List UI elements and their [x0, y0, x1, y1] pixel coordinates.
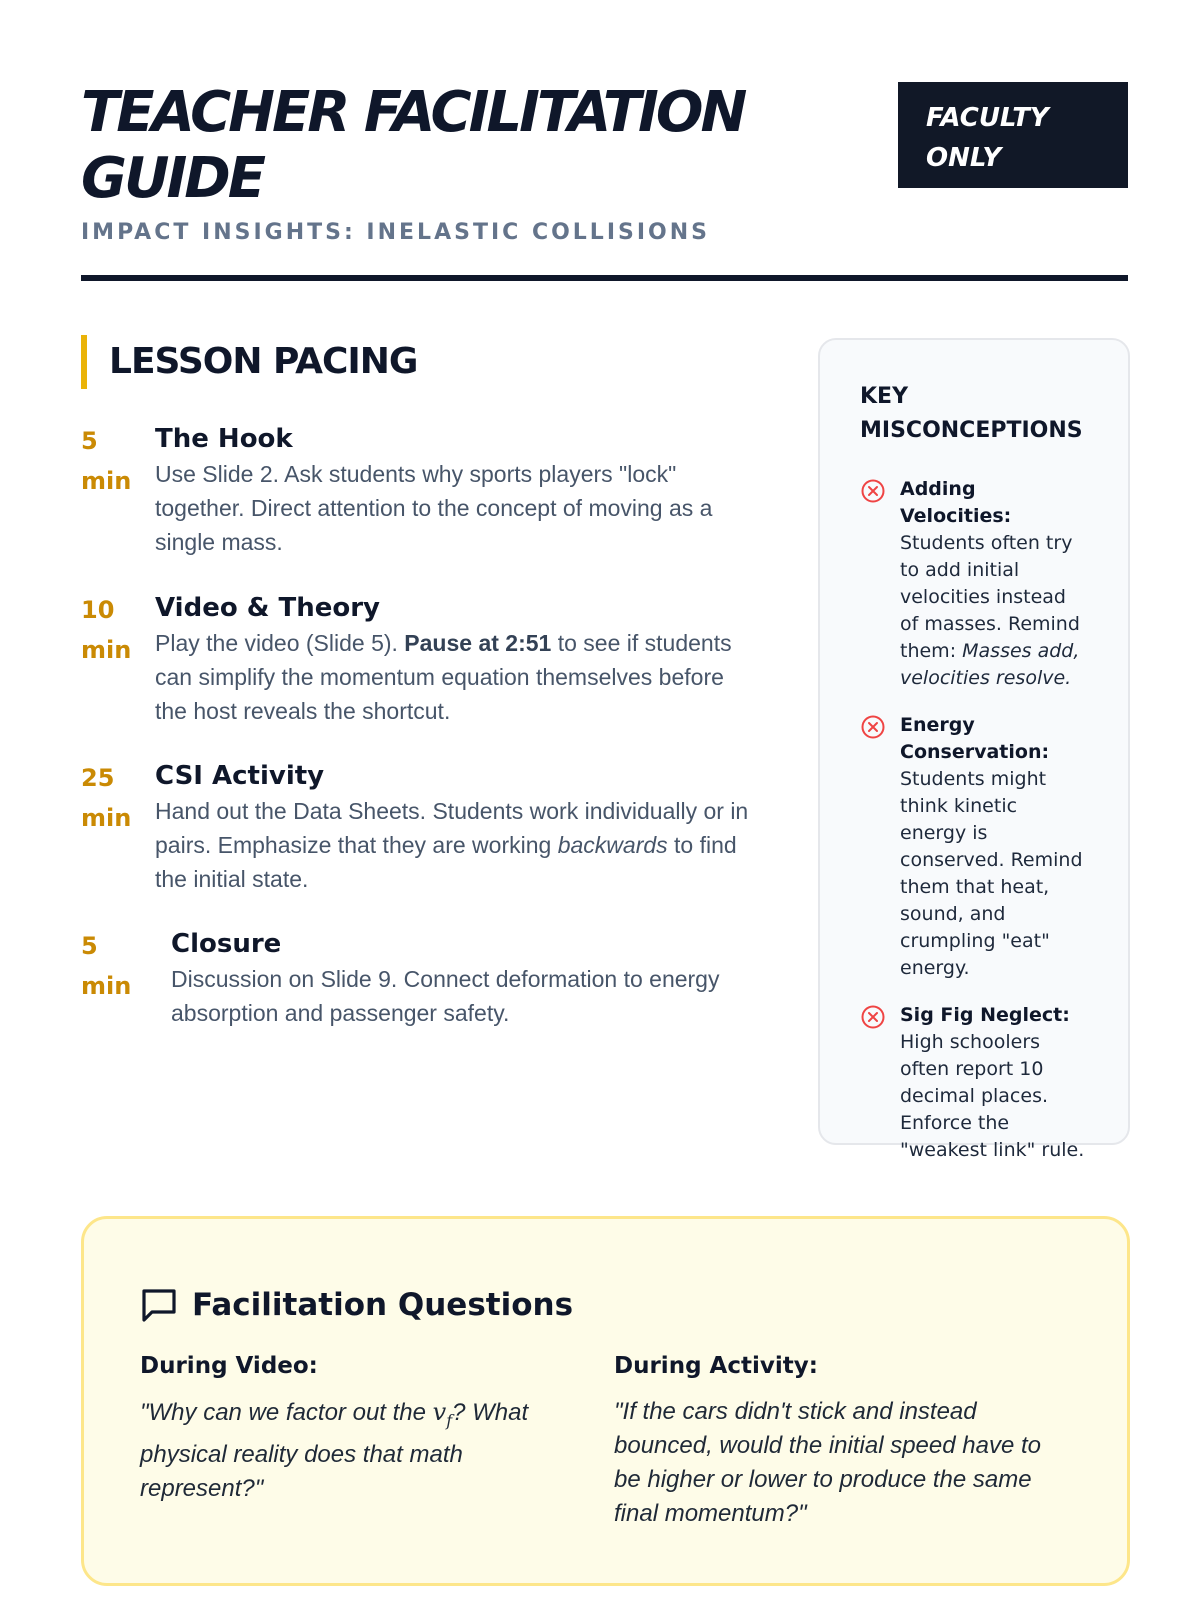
during-activity-label: During Activity: [614, 1353, 818, 1379]
pacing-minutes: 5 [81, 932, 98, 960]
during-video-label: During Video: [140, 1353, 318, 1379]
facilitation-questions-heading [140, 1283, 573, 1327]
pacing-heading: CSI Activity [155, 761, 325, 791]
during-activity-question: "If the cars didn't stick and instead bounced, would the initial speed have to be higher or lower to produce the same final momentum?" [614, 1398, 1041, 1527]
error-circle-icon [860, 714, 886, 740]
pacing-heading: The Hook [155, 424, 293, 454]
error-circle-icon [860, 1004, 886, 1030]
chat-bubble-icon [140, 1287, 178, 1323]
pacing-time [81, 421, 141, 501]
pacing-time [81, 590, 141, 670]
pacing-description: Discussion on Slide 9. Connect deformation to energy absorption and passenger safety. [171, 966, 720, 1026]
misconception-item [860, 476, 1088, 692]
pacing-item [81, 926, 761, 1036]
velocity-variable: v [432, 1398, 447, 1426]
lesson-pacing-heading: LESSON PACING [81, 335, 417, 389]
description-text: Hand out the Data Sheets. Students work individually or in pairs. Emphasize that they are working [155, 798, 749, 858]
pacing-heading: Video & Theory [155, 593, 380, 623]
question-text: ? What physical reality does that math represent?" [140, 1399, 529, 1502]
pacing-minutes: 5 [81, 427, 98, 455]
pacing-description: Use Slide 2. Ask students why sports players "lock" together. Direct attention to the concept of moving as a single mass. [155, 461, 713, 555]
facilitation-questions-box [81, 1216, 1130, 1586]
error-circle-icon [860, 478, 886, 504]
header [81, 80, 1128, 245]
pacing-minutes: 10 [81, 596, 115, 624]
misconceptions-heading: KEY MISCONCEPTIONS [860, 384, 1083, 443]
facilitation-questions-title: Facilitation Questions [192, 1287, 574, 1323]
pacing-description [155, 794, 755, 896]
misconception-body: Students might think kinetic energy is conserved. Remind them that heat, sound, and crumpling "eat" energy. [900, 768, 1083, 979]
misconception-emphasis: Masses add, velocities resolve. [900, 640, 1080, 689]
pacing-item [81, 758, 761, 898]
pacing-body [155, 421, 755, 559]
during-activity-column [614, 1349, 1054, 1531]
pacing-body [171, 926, 731, 1030]
pacing-description [155, 626, 755, 728]
misconception-text [900, 712, 1088, 982]
pacing-time [81, 926, 141, 1006]
during-video-question [140, 1395, 580, 1506]
description-emphasis: backwards [557, 832, 668, 858]
during-video-column [140, 1349, 580, 1506]
misconception-item [860, 712, 1088, 982]
velocity-subscript: f [446, 1410, 453, 1430]
faculty-only-badge: FACULTY ONLY [898, 82, 1128, 188]
misconception-body: High schoolers often report 10 decimal places. Enforce the "weakest link" rule. [900, 1031, 1085, 1161]
pacing-minutes: 25 [81, 764, 115, 792]
misconception-label: Adding Velocities: [900, 478, 1012, 527]
description-text: to see if students can simplify the momentum equation themselves before the host reveals the shortcut. [155, 630, 732, 724]
misconception-text [900, 476, 1088, 692]
description-text: Play the video (Slide 5). [155, 630, 405, 656]
pacing-item [81, 590, 761, 730]
misconception-label: Energy Conservation: [900, 714, 1050, 763]
pacing-unit: min [81, 972, 132, 1000]
misconception-text [900, 1002, 1088, 1164]
pacing-time [81, 758, 141, 838]
velocity-symbol [432, 1398, 453, 1430]
question-text: "Why can we factor out the [140, 1399, 433, 1426]
description-emphasis: Pause at 2:51 [404, 630, 552, 656]
pacing-unit: min [81, 467, 132, 495]
pacing-unit: min [81, 636, 132, 664]
misconception-label: Sig Fig Neglect: [900, 1004, 1070, 1026]
pacing-item [81, 421, 761, 561]
misconception-body: Students often try to add initial velocities instead of masses. Remind them: [900, 532, 1080, 662]
misconception-item [860, 1002, 1088, 1164]
page-subtitle: IMPACT INSIGHTS: INELASTIC COLLISIONS [81, 220, 710, 245]
pacing-body [155, 590, 755, 728]
header-divider [81, 275, 1128, 281]
page-title: TEACHER FACILITATION GUIDE [81, 80, 745, 211]
key-misconceptions-panel [818, 338, 1130, 1161]
pacing-unit: min [81, 804, 132, 832]
pacing-heading: Closure [171, 929, 282, 959]
pacing-body [155, 758, 755, 896]
description-text: to find the initial state. [155, 832, 737, 892]
